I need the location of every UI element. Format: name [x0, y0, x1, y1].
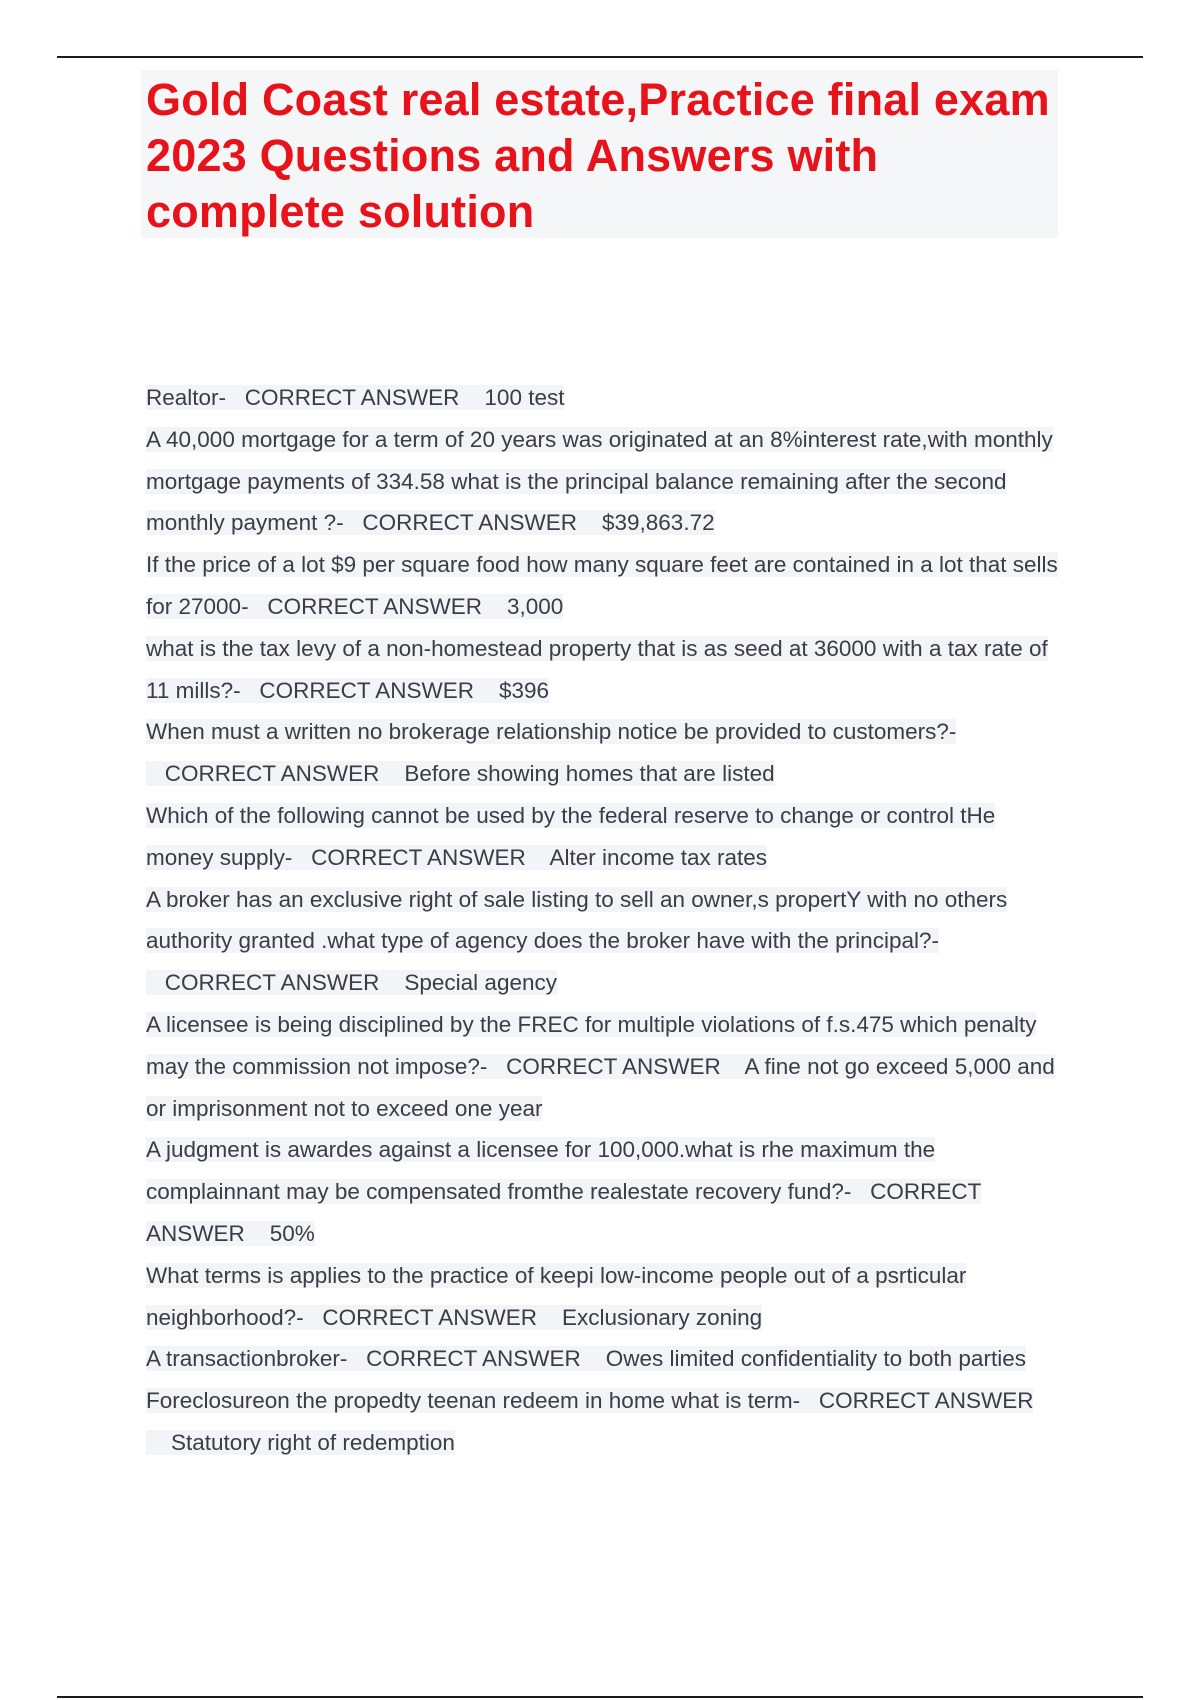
qa-item — [146, 377, 1066, 419]
question-text: A 40,000 mortgage for a term of 20 years was originated at an 8%interest rate,with monthly mortgage payments of 334.58 what is the principal balance remaining after the second monthly payment ?- — [146, 426, 1053, 536]
spacer — [482, 594, 507, 619]
qa-item — [146, 795, 1066, 879]
spacer — [344, 510, 363, 535]
answer-text: Exclusionary zoning — [562, 1304, 763, 1330]
spacer — [245, 1221, 270, 1246]
spacer — [292, 845, 311, 870]
correct-answer-label: CORRECT ANSWER — [259, 677, 474, 703]
spacer — [851, 1179, 870, 1204]
spacer — [474, 678, 499, 703]
qa-item — [146, 544, 1066, 628]
correct-answer-label: CORRECT ANSWER — [362, 510, 577, 536]
title-block — [141, 70, 1058, 238]
qa-item — [146, 1129, 1066, 1254]
answer-text: Alter income tax rates — [549, 844, 768, 870]
qa-item — [146, 1380, 1066, 1464]
answer-text: 50% — [269, 1220, 315, 1246]
answer-text: $396 — [499, 677, 550, 703]
spacer — [526, 845, 550, 870]
qa-item — [146, 419, 1066, 544]
answer-text: $39,863.72 — [601, 510, 715, 536]
spacer — [800, 1388, 819, 1413]
spacer — [241, 678, 260, 703]
spacer — [537, 1305, 562, 1330]
spacer — [721, 1054, 745, 1079]
document-title: Gold Coast real estate,Practice final exam 2023 Questions and Answers with complete solution — [146, 74, 1050, 237]
top-rule — [57, 56, 1143, 58]
spacer — [146, 970, 165, 995]
spacer — [146, 761, 165, 786]
question-text: A transactionbroker- — [146, 1346, 348, 1372]
question-text: Which of the following cannot be used by the federal reserve to change or control tHe money supply- — [146, 802, 996, 870]
question-text: When must a written no brokerage relationship notice be provided to customers?- — [146, 719, 957, 745]
question-text: A licensee is being disciplined by the FREC for multiple violations of f.s.475 which penalty may the commission not impose?- — [146, 1011, 1037, 1079]
qa-item — [146, 1338, 1066, 1380]
question-text: A judgment is awardes against a licensee for 100,000.what is rhe maximum the complainnant may be compensated fromthe realestate recovery fund?- — [146, 1137, 936, 1205]
question-text: Realtor- — [146, 385, 227, 410]
qa-item — [146, 711, 1066, 795]
correct-answer-label: CORRECT ANSWER — [267, 593, 482, 619]
correct-answer-label: CORRECT ANSWER — [366, 1346, 581, 1372]
spacer — [577, 510, 602, 535]
qa-list — [146, 377, 1066, 1464]
qa-item — [146, 1255, 1066, 1339]
qa-item — [146, 628, 1066, 712]
question-text: What terms is applies to the practice of keepi low-income people out of a psrticular neighborhood?- — [146, 1262, 967, 1330]
correct-answer-label: CORRECT ANSWER — [322, 1304, 538, 1330]
spacer — [249, 594, 268, 619]
question-text: what is the tax levy of a non-homestead property that is as seed at 36000 with a tax rate of 11 mills?- — [146, 635, 1048, 703]
question-text: A broker has an exclusive right of sale listing to sell an owner,s propertY with no others authority granted .what type of agency does the broker have with the principal?- — [146, 886, 1008, 954]
spacer — [347, 1346, 366, 1371]
question-text: If the price of a lot $9 per square food how many square feet are contained in a lot that sells for 27000- — [146, 552, 1058, 619]
spacer — [379, 761, 404, 786]
bottom-rule — [57, 1696, 1143, 1698]
correct-answer-label: CORRECT ANSWER — [146, 1179, 982, 1246]
correct-answer-label: CORRECT ANSWER — [164, 970, 380, 996]
answer-text: A fine not go exceed 5,000 and or imprisonment not to exceed one year — [146, 1053, 1055, 1121]
correct-answer-label: CORRECT ANSWER — [311, 844, 526, 870]
answer-text: Before showing homes that are listed — [404, 761, 775, 787]
correct-answer-label: CORRECT ANSWER — [164, 761, 380, 787]
answer-text: 100 test — [484, 385, 565, 410]
spacer — [459, 385, 484, 410]
answer-text: 3,000 — [506, 593, 564, 619]
spacer — [304, 1305, 323, 1330]
answer-text: Special agency — [404, 970, 557, 996]
answer-text: Owes limited confidentiality to both parties — [605, 1346, 1026, 1372]
question-text: Foreclosureon the propedty teenan redeem in home what is term- — [146, 1388, 801, 1414]
spacer — [226, 385, 245, 410]
answer-text: Statutory right of redemption — [171, 1429, 455, 1455]
qa-item — [146, 1004, 1066, 1129]
spacer — [379, 970, 404, 995]
correct-answer-label: CORRECT ANSWER — [244, 385, 460, 410]
correct-answer-label: CORRECT ANSWER — [506, 1053, 721, 1079]
spacer — [487, 1054, 506, 1079]
spacer — [581, 1346, 606, 1371]
qa-item — [146, 879, 1066, 1004]
correct-answer-label: CORRECT ANSWER — [818, 1388, 1034, 1414]
spacer — [146, 1430, 171, 1455]
